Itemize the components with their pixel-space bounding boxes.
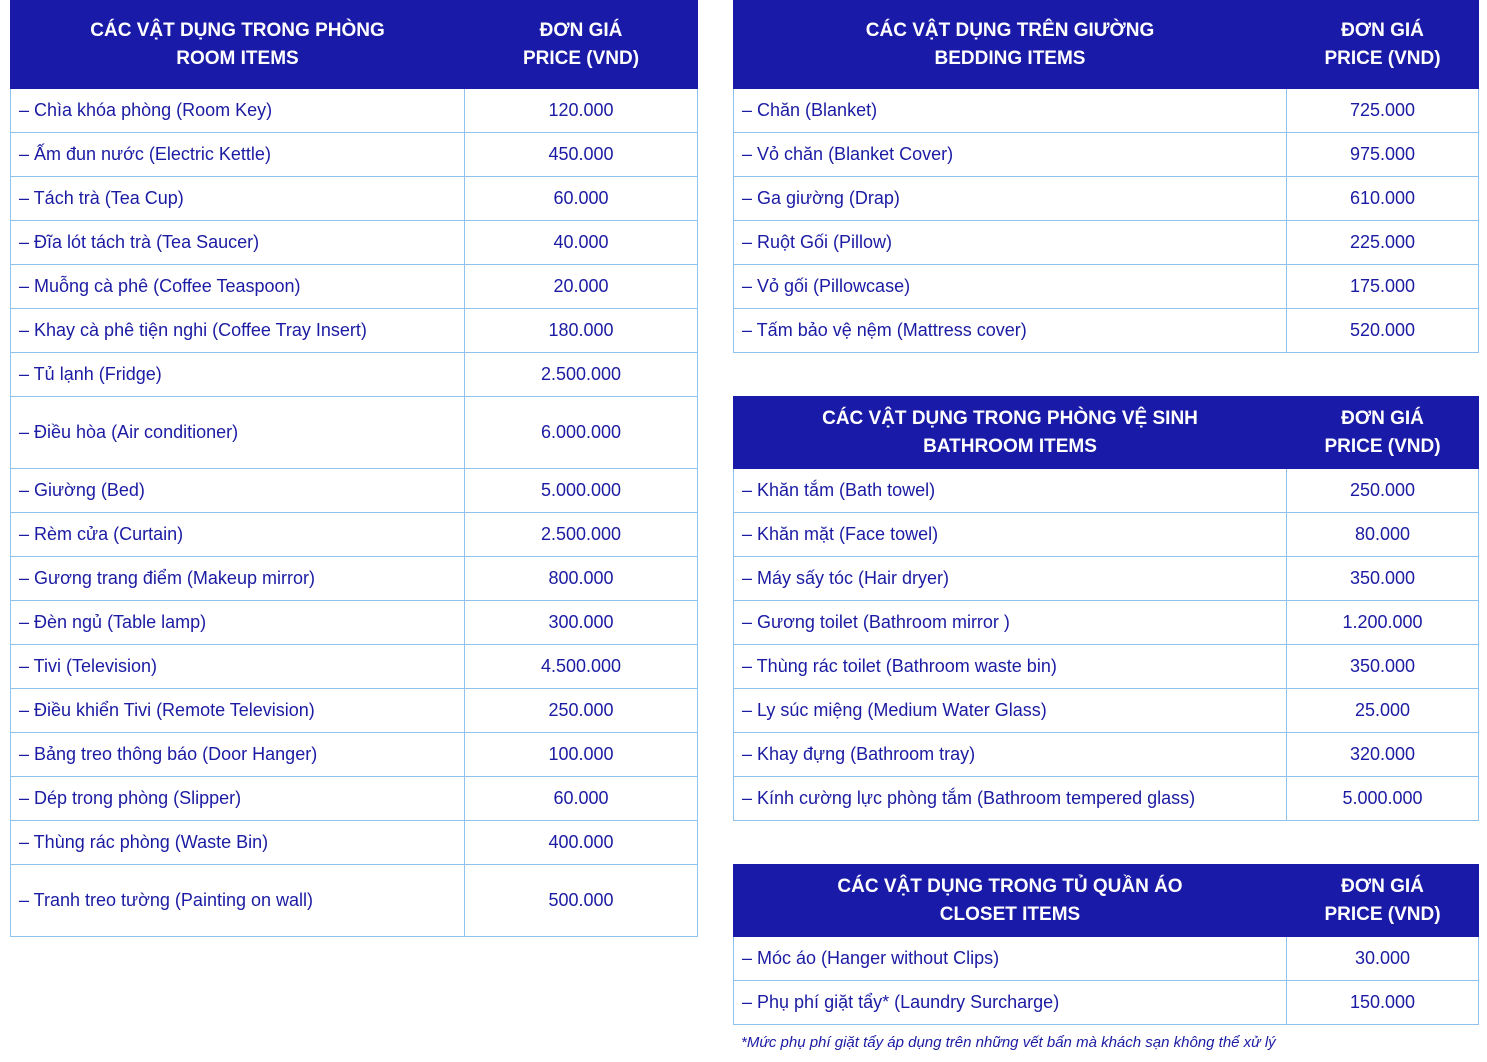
item-price: 5.000.000 bbox=[1287, 777, 1479, 821]
table-row bbox=[734, 557, 1479, 601]
table-row bbox=[11, 865, 698, 937]
table-row bbox=[11, 309, 698, 353]
item-price: 25.000 bbox=[1287, 689, 1479, 733]
item-name: – Tranh treo tường (Painting on wall) bbox=[11, 865, 465, 937]
table-row bbox=[11, 221, 698, 265]
item-name: – Khăn tắm (Bath towel) bbox=[734, 469, 1287, 513]
laundry-footnote: *Mức phụ phí giặt tẩy áp dụng trên những vết bẩn mà khách sạn không thể xử lý bbox=[741, 1034, 1276, 1051]
item-price: 610.000 bbox=[1287, 177, 1479, 221]
table-row bbox=[11, 689, 698, 733]
header-vn: CÁC VẬT DỤNG TRONG TỦ QUẦN ÁO bbox=[837, 875, 1183, 897]
price-header-vn: ĐƠN GIÁ bbox=[1341, 875, 1424, 897]
item-price: 250.000 bbox=[465, 689, 698, 733]
item-price: 30.000 bbox=[1287, 937, 1479, 981]
table-row bbox=[11, 733, 698, 777]
item-name: – Ly súc miệng (Medium Water Glass) bbox=[734, 689, 1287, 733]
item-price: 2.500.000 bbox=[465, 353, 698, 397]
header-en: ROOM ITEMS bbox=[176, 47, 299, 69]
item-price: 80.000 bbox=[1287, 513, 1479, 557]
item-name: – Ga giường (Drap) bbox=[734, 177, 1287, 221]
item-name: – Đĩa lót tách trà (Tea Saucer) bbox=[11, 221, 465, 265]
item-price: 800.000 bbox=[465, 557, 698, 601]
header-vn: CÁC VẬT DỤNG TRONG PHÒNG VỆ SINH bbox=[822, 407, 1198, 429]
item-price: 320.000 bbox=[1287, 733, 1479, 777]
bedding-items-header bbox=[734, 1, 1287, 89]
item-price: 300.000 bbox=[465, 601, 698, 645]
item-name: – Giường (Bed) bbox=[11, 469, 465, 513]
bathroom-items-table bbox=[733, 396, 1479, 821]
table-row bbox=[734, 133, 1479, 177]
item-price: 1.200.000 bbox=[1287, 601, 1479, 645]
table-row bbox=[734, 601, 1479, 645]
table-row bbox=[11, 265, 698, 309]
price-header-en: PRICE (VND) bbox=[1324, 47, 1441, 69]
bathroom-items-header bbox=[734, 397, 1287, 469]
table-row bbox=[11, 469, 698, 513]
item-name: – Khay đựng (Bathroom tray) bbox=[734, 733, 1287, 777]
price-header-vn: ĐƠN GIÁ bbox=[1341, 19, 1424, 41]
item-price: 60.000 bbox=[465, 177, 698, 221]
item-name: – Kính cường lực phòng tắm (Bathroom tempered glass) bbox=[734, 777, 1287, 821]
item-name: – Chìa khóa phòng (Room Key) bbox=[11, 89, 465, 133]
item-name: – Muỗng cà phê (Coffee Teaspoon) bbox=[11, 265, 465, 309]
item-price: 350.000 bbox=[1287, 557, 1479, 601]
table-row bbox=[11, 353, 698, 397]
item-name: – Vỏ gối (Pillowcase) bbox=[734, 265, 1287, 309]
item-price: 100.000 bbox=[465, 733, 698, 777]
room-items-table bbox=[10, 0, 698, 937]
table-row bbox=[11, 133, 698, 177]
item-price: 400.000 bbox=[465, 821, 698, 865]
item-name: – Dép trong phòng (Slipper) bbox=[11, 777, 465, 821]
item-name: – Ấm đun nước (Electric Kettle) bbox=[11, 133, 465, 177]
item-price: 175.000 bbox=[1287, 265, 1479, 309]
table-row bbox=[734, 513, 1479, 557]
item-price: 5.000.000 bbox=[465, 469, 698, 513]
table-row bbox=[11, 645, 698, 689]
price-header bbox=[465, 1, 698, 89]
item-price: 6.000.000 bbox=[465, 397, 698, 469]
item-price: 975.000 bbox=[1287, 133, 1479, 177]
bedding-items-table bbox=[733, 0, 1479, 353]
item-price: 40.000 bbox=[465, 221, 698, 265]
item-name: – Điều hòa (Air conditioner) bbox=[11, 397, 465, 469]
item-name: – Vỏ chăn (Blanket Cover) bbox=[734, 133, 1287, 177]
item-name: – Điều khiển Tivi (Remote Television) bbox=[11, 689, 465, 733]
header-en: CLOSET ITEMS bbox=[939, 903, 1081, 925]
table-row bbox=[734, 689, 1479, 733]
table-row bbox=[734, 309, 1479, 353]
table-row bbox=[11, 777, 698, 821]
item-price: 350.000 bbox=[1287, 645, 1479, 689]
item-name: – Đèn ngủ (Table lamp) bbox=[11, 601, 465, 645]
item-name: – Gương trang điểm (Makeup mirror) bbox=[11, 557, 465, 601]
item-price: 20.000 bbox=[465, 265, 698, 309]
table-row bbox=[11, 513, 698, 557]
header-en: BEDDING ITEMS bbox=[934, 47, 1086, 69]
item-name: – Phụ phí giặt tẩy* (Laundry Surcharge) bbox=[734, 981, 1287, 1025]
table-row bbox=[734, 981, 1479, 1025]
table-row bbox=[734, 469, 1479, 513]
table-row bbox=[11, 177, 698, 221]
table-row bbox=[734, 645, 1479, 689]
table-row bbox=[11, 397, 698, 469]
price-header-en: PRICE (VND) bbox=[522, 47, 640, 69]
item-price: 120.000 bbox=[465, 89, 698, 133]
table-row bbox=[734, 221, 1479, 265]
item-name: – Thùng rác phòng (Waste Bin) bbox=[11, 821, 465, 865]
closet-items-header bbox=[734, 865, 1287, 937]
item-price: 2.500.000 bbox=[465, 513, 698, 557]
item-price: 4.500.000 bbox=[465, 645, 698, 689]
item-price: 250.000 bbox=[1287, 469, 1479, 513]
item-price: 60.000 bbox=[465, 777, 698, 821]
item-name: – Rèm cửa (Curtain) bbox=[11, 513, 465, 557]
item-price: 180.000 bbox=[465, 309, 698, 353]
header-vn: CÁC VẬT DỤNG TRONG PHÒNG bbox=[90, 19, 385, 41]
closet-items-table bbox=[733, 864, 1479, 1025]
item-name: – Tivi (Television) bbox=[11, 645, 465, 689]
header-vn: CÁC VẬT DỤNG TRÊN GIƯỜNG bbox=[865, 19, 1155, 41]
table-row bbox=[11, 557, 698, 601]
table-row bbox=[11, 821, 698, 865]
price-header bbox=[1287, 1, 1479, 89]
item-name: – Máy sấy tóc (Hair dryer) bbox=[734, 557, 1287, 601]
item-name: – Tủ lạnh (Fridge) bbox=[11, 353, 465, 397]
item-name: – Bảng treo thông báo (Door Hanger) bbox=[11, 733, 465, 777]
price-header-en: PRICE (VND) bbox=[1324, 903, 1441, 925]
item-price: 150.000 bbox=[1287, 981, 1479, 1025]
item-name: – Tách trà (Tea Cup) bbox=[11, 177, 465, 221]
price-header-vn: ĐƠN GIÁ bbox=[539, 19, 623, 41]
table-row bbox=[734, 89, 1479, 133]
table-row bbox=[11, 601, 698, 645]
item-name: – Thùng rác toilet (Bathroom waste bin) bbox=[734, 645, 1287, 689]
item-name: – Chăn (Blanket) bbox=[734, 89, 1287, 133]
item-name: – Khay cà phê tiện nghi (Coffee Tray Insert) bbox=[11, 309, 465, 353]
table-row bbox=[734, 937, 1479, 981]
item-name: – Khăn mặt (Face towel) bbox=[734, 513, 1287, 557]
price-header bbox=[1287, 865, 1479, 937]
item-name: – Ruột Gối (Pillow) bbox=[734, 221, 1287, 265]
price-header-en: PRICE (VND) bbox=[1324, 435, 1441, 457]
item-name: – Gương toilet (Bathroom mirror ) bbox=[734, 601, 1287, 645]
item-price: 725.000 bbox=[1287, 89, 1479, 133]
item-name: – Tấm bảo vệ nệm (Mattress cover) bbox=[734, 309, 1287, 353]
item-price: 225.000 bbox=[1287, 221, 1479, 265]
table-row bbox=[734, 177, 1479, 221]
room-items-header bbox=[11, 1, 465, 89]
item-price: 450.000 bbox=[465, 133, 698, 177]
price-header bbox=[1287, 397, 1479, 469]
header-en: BATHROOM ITEMS bbox=[923, 435, 1097, 457]
item-name: – Móc áo (Hanger without Clips) bbox=[734, 937, 1287, 981]
table-row bbox=[734, 733, 1479, 777]
table-row bbox=[734, 777, 1479, 821]
table-row bbox=[734, 265, 1479, 309]
table-row bbox=[11, 89, 698, 133]
price-header-vn: ĐƠN GIÁ bbox=[1341, 407, 1424, 429]
item-price: 500.000 bbox=[465, 865, 698, 937]
item-price: 520.000 bbox=[1287, 309, 1479, 353]
